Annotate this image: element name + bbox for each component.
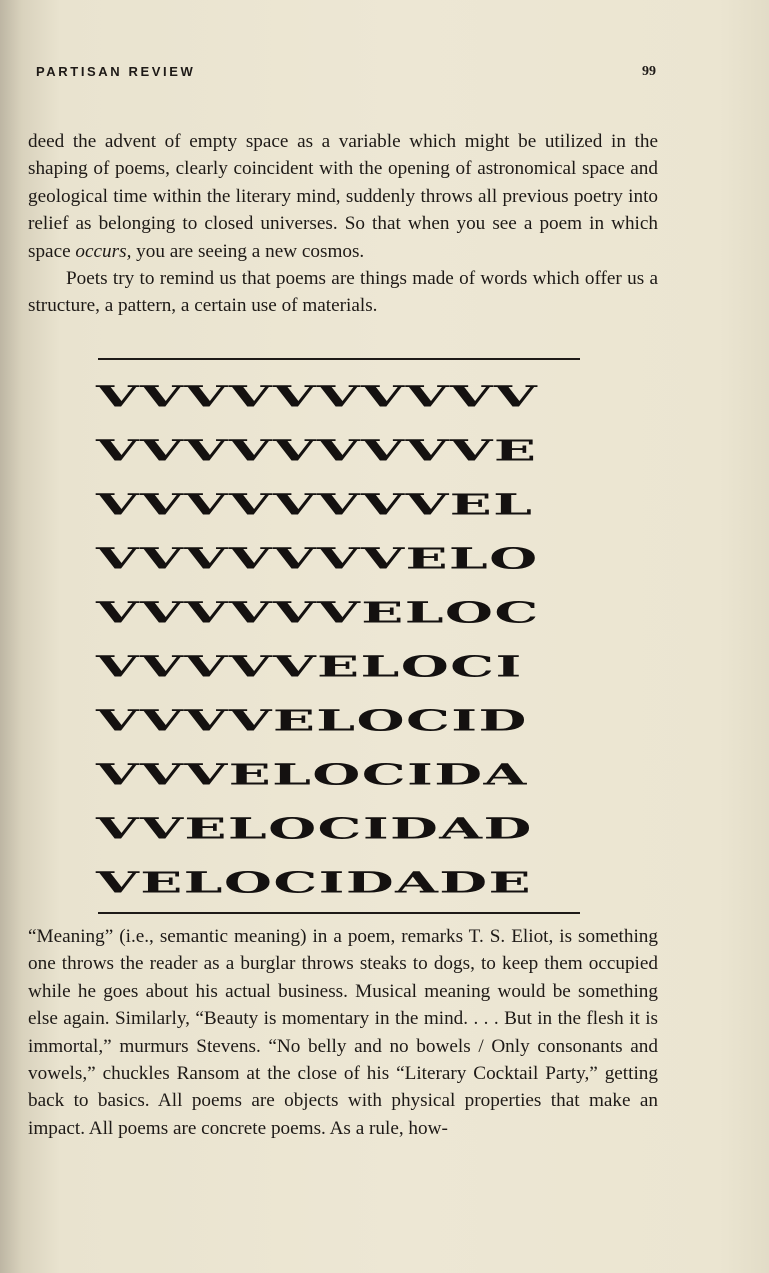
paragraph-space-emphasis: occurs, [75, 240, 132, 262]
concrete-poem-velocidade [96, 370, 586, 910]
paragraph-space-text-a: deed the advent of empty space as a variable which might be utilized in the shaping of poems, clearly coincident with the opening of astronomical space and geological time within the literary mind, suddenly throws all previous poetry into relief as belonging to closed universes. So that when you see a poem in which space [28, 131, 658, 262]
poem-line: VVVVVVVVVE [96, 433, 538, 468]
poem-line: VVVVELOCID [96, 703, 528, 738]
rule-below-poem [98, 912, 580, 914]
body-text-top [28, 128, 658, 320]
poem-line: VVVVVVVVEL [96, 487, 534, 522]
poem-line: VVVVVELOCI [96, 649, 523, 684]
paragraph-space-text-b: you are seeing a new cosmos. [131, 240, 365, 262]
body-text-bottom [28, 923, 658, 1142]
poem-line: VVELOCIDAD [96, 811, 533, 846]
poem-line: VVVVVVVVVV [96, 379, 539, 414]
poem-line: VVVVVVELOC [96, 595, 540, 630]
paragraph-space [28, 128, 658, 265]
paragraph-meaning: “Meaning” (i.e., semantic meaning) in a poem, remarks T. S. Eliot, is something one throws the reader as a burglar throws steaks to dogs, to keep them occupied while he goes about his actual business. Musical meaning would be something else again. Similarly, “Beauty is momentary in the mind. . . . But in the flesh it is immortal,” murmurs Stevens. “No belly and no bowels / Only consonants and vowels,” chuckles Ransom at the close of his “Literary Cocktail Party,” getting back to basics. All poems are objects with physical properties that make an impact. All poems are concrete poems. As a rule, how- [28, 926, 658, 1139]
poem-line: VVVVVVVELO [96, 541, 539, 576]
journal-title: PARTISAN REVIEW [36, 64, 196, 79]
running-head [36, 64, 656, 86]
rule-above-poem [98, 358, 580, 360]
page-number: 99 [642, 64, 656, 79]
poem-line: VVVELOCIDA [96, 757, 528, 792]
paragraph-poets: Poets try to remind us that poems are things made of words which offer us a structure, a pattern, a certain use of materials. [28, 268, 658, 317]
poem-line: VELOCIDADE [96, 865, 532, 900]
